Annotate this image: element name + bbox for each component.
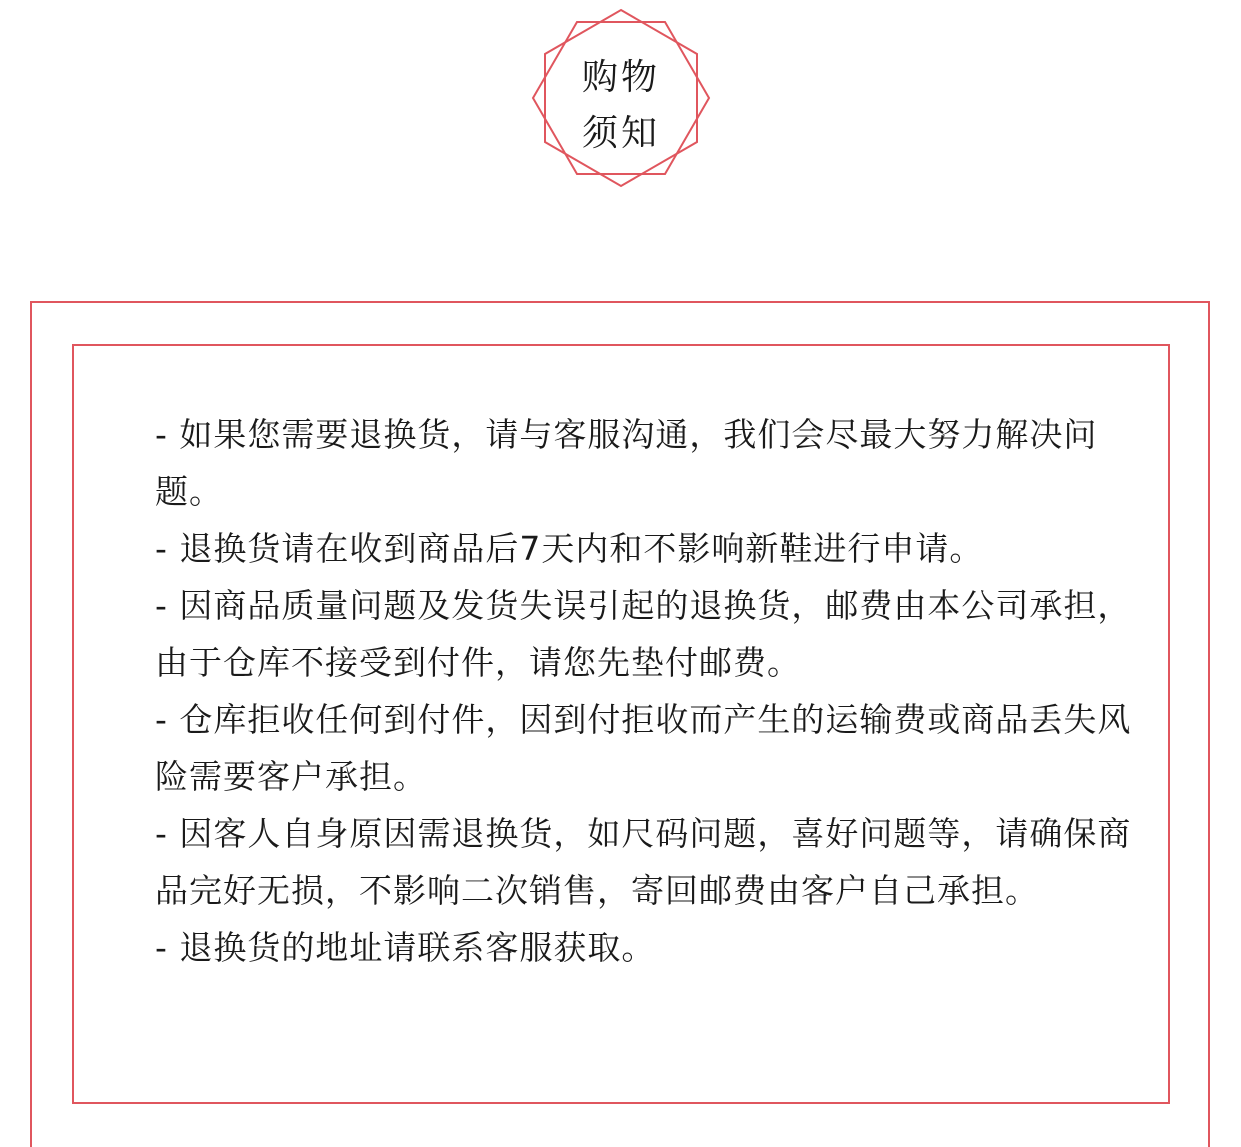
notice-list (155, 406, 1140, 976)
badge-title-line-1: 购物 (581, 57, 660, 98)
notice-item-personal-reasons: - 因客人自身原因需退换货，如尺码问题，喜好问题等，请确保商品完好无损，不影响二次销售，寄回邮费由客户自己承担。 (155, 814, 1132, 910)
badge-title-line-2: 须知 (581, 113, 660, 154)
notice-item-return-address: - 退换货的地址请联系客服获取。 (155, 928, 656, 967)
notice-item-contact-service: - 如果您需要退换货，请与客服沟通，我们会尽最大努力解决问题。 (155, 415, 1098, 511)
notice-item-return-deadline: - 退换货请在收到商品后7天内和不影响新鞋进行申请。 (155, 529, 984, 568)
notice-item-cod-refused: - 仓库拒收任何到付件，因到付拒收而产生的运输费或商品丢失风险需要客户承担。 (155, 700, 1132, 796)
notice-badge (531, 8, 711, 188)
notice-item-quality-issue-shipping: - 因商品质量问题及发货失误引起的退换货，邮费由本公司承担，由于仓库不接受到付件，请您先垫付邮费。 (155, 586, 1132, 682)
badge-title (531, 50, 711, 162)
